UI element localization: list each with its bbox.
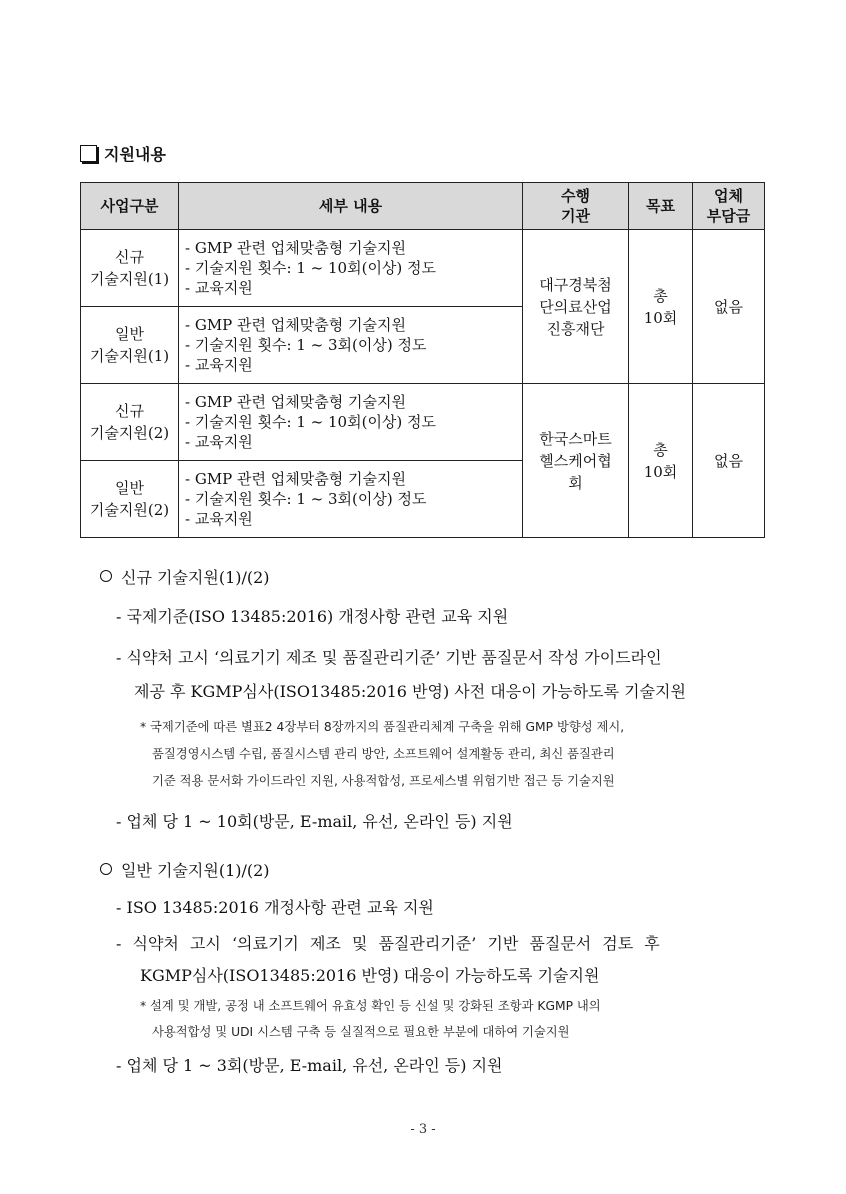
header-agency: 수행 기관 [523,183,629,230]
agency-cell: 한국스마트 헬스케어협 회 [523,384,629,538]
new-support-note: * 국제기준에 따른 별표2 4장부터 8장까지의 품질관리체계 구축을 위해 GMP 방향성 제시, [140,720,625,734]
table-row [81,230,765,307]
header-target: 목표 [629,183,693,230]
target-cell: 총 10회 [629,230,693,384]
circle-bullet-icon [100,570,112,582]
cost-cell: 없음 [693,384,765,538]
new-support-note: 품질경영시스템 수립, 품질시스템 관리 방안, 소프트웨어 설계활동 관리, 최신 품질관리 [152,747,615,761]
general-support-heading: 일반 기술지원(1)/(2) [100,858,270,881]
checkbox-square-icon [80,145,97,162]
header-detail: 세부 내용 [179,183,523,230]
target-cell: 총 10회 [629,384,693,538]
general-support-note: 사용적합성 및 UDI 시스템 구축 등 실질적으로 필요한 부분에 대하여 기술지원 [152,1025,570,1039]
row-details: - GMP 관련 업체맞춤형 기술지원 - 기술지원 횟수: 1 ~ 10회(이상) 정도 - 교육지원 [179,230,523,307]
row-details: - GMP 관련 업체맞춤형 기술지원 - 기술지원 횟수: 1 ~ 3회(이상) 정도 - 교육지원 [179,307,523,384]
row-category: 일반 기술지원(1) [81,307,179,384]
new-support-item: - 업체 당 1 ~ 10회(방문, E-mail, 유선, 온라인 등) 지원 [116,812,513,831]
new-support-heading: 신규 기술지원(1)/(2) [100,565,270,588]
support-content-table [80,182,765,538]
section-title-text: 지원내용 [104,144,166,164]
general-support-item: - 식약처 고시 ‘의료기기 제조 및 품질관리기준’ 기반 품질문서 검토 후 [116,934,660,953]
new-support-item: - 식약처 고시 ‘의료기기 제조 및 품질관리기준’ 기반 품질문서 작성 가이드라인 [116,648,662,667]
new-support-item: - 국제기준(ISO 13485:2016) 개정사항 관련 교육 지원 [116,607,509,626]
row-details: - GMP 관련 업체맞춤형 기술지원 - 기술지원 횟수: 1 ~ 3회(이상) 정도 - 교육지원 [179,461,523,538]
header-category: 사업구분 [81,183,179,230]
row-category: 신규 기술지원(1) [81,230,179,307]
general-support-note: * 설계 및 개발, 공정 내 소프트웨어 유효성 확인 등 신설 및 강화된 조항과 KGMP 내의 [140,999,601,1013]
row-details: - GMP 관련 업체맞춤형 기술지원 - 기술지원 횟수: 1 ~ 10회(이상) 정도 - 교육지원 [179,384,523,461]
cost-cell: 없음 [693,230,765,384]
new-support-note: 기준 적용 문서화 가이드라인 지원, 사용적합성, 프로세스별 위험기반 접근 등 기술지원 [152,774,615,788]
table-header-row [81,183,765,230]
row-category: 신규 기술지원(2) [81,384,179,461]
general-support-item: - ISO 13485:2016 개정사항 관련 교육 지원 [116,898,434,917]
header-cost: 업체 부담금 [693,183,765,230]
general-support-item: - 업체 당 1 ~ 3회(방문, E-mail, 유선, 온라인 등) 지원 [116,1056,503,1075]
new-support-item-cont: 제공 후 KGMP심사(ISO13485:2016 반영) 사전 대응이 가능하도록 기술지원 [134,682,686,701]
page-number: - 3 - [410,1122,436,1137]
row-category: 일반 기술지원(2) [81,461,179,538]
table-row [81,384,765,461]
circle-bullet-icon [100,863,112,875]
section-heading [80,141,166,165]
general-support-item-cont: KGMP심사(ISO13485:2016 반영) 대응이 가능하도록 기술지원 [140,966,600,985]
agency-cell: 대구경북첨 단의료산업 진흥재단 [523,230,629,384]
